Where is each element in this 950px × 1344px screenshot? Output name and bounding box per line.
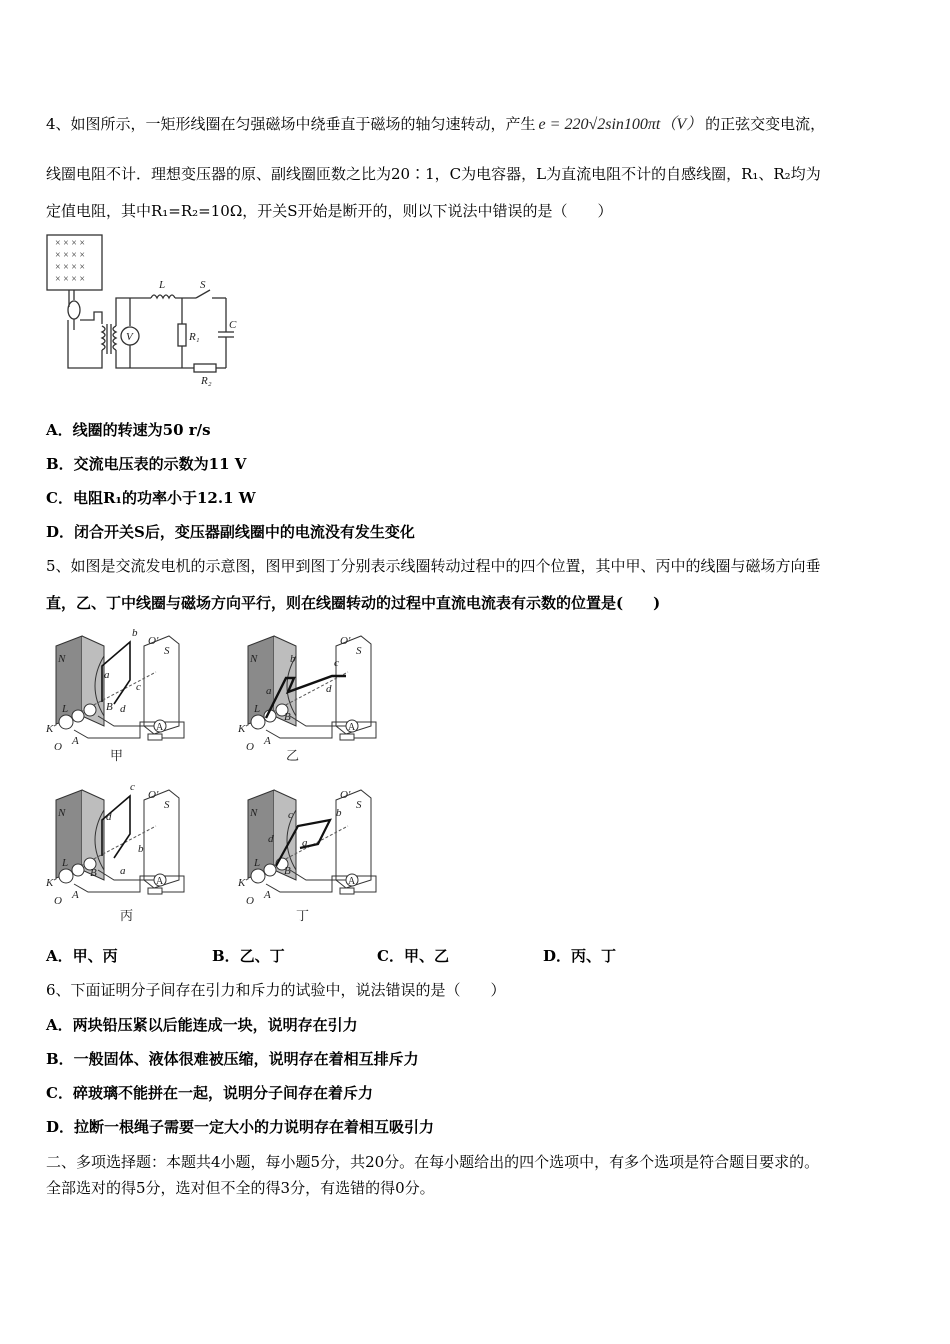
svg-text:A: A: [348, 722, 356, 733]
svg-text:L: L: [62, 857, 69, 869]
svg-text:K: K: [238, 877, 246, 889]
svg-text:K: K: [46, 877, 54, 889]
svg-text:B: B: [90, 867, 97, 879]
svg-text:c: c: [288, 809, 293, 821]
q4-stem-line2: 线圈电阻不计．理想变压器的原、副线圈匝数之比为20∶1，C为电容器，L为直流电阻不计的自感线圈，R₁、R₂均为: [46, 165, 821, 183]
svg-text:b: b: [138, 843, 144, 855]
caption-yi: 乙: [286, 748, 300, 763]
svg-text:O: O: [246, 741, 254, 753]
svg-text:c: c: [130, 781, 135, 793]
q6-option-d: D．拉断一根绳子需要一定大小的力说明存在着相互吸引力: [46, 1118, 435, 1136]
svg-text:O: O: [246, 895, 254, 907]
switch-s: [196, 290, 210, 298]
label-R1: R₁: [189, 331, 200, 343]
svg-text:N: N: [250, 807, 258, 819]
svg-text:a: a: [104, 669, 110, 681]
caption-ding: 丁: [296, 908, 310, 923]
q4-circuit-figure: [44, 232, 254, 392]
svg-text:S: S: [356, 645, 362, 657]
svg-text:S: S: [356, 799, 362, 811]
svg-text:A: A: [72, 889, 79, 901]
q5-stem-line2: 直，乙、丁中线圈与磁场方向平行，则在线圈转动的过程中直流电流表有示数的位置是( ): [46, 594, 661, 612]
svg-text:d: d: [106, 811, 112, 823]
svg-text:K: K: [46, 723, 54, 735]
q4-stem-line3: 定值电阻，其中R₁=R₂=10Ω，开关S开始是断开的，则以下说法中错误的是（ ）: [46, 202, 613, 220]
svg-text:A: A: [264, 735, 271, 747]
caption-jia: 甲: [110, 748, 124, 763]
svg-text:S: S: [164, 799, 170, 811]
resistor-r2: [194, 364, 216, 372]
svg-text:A: A: [156, 876, 164, 887]
label-S: S: [200, 279, 206, 291]
label-L: L: [159, 279, 166, 291]
svg-text:c: c: [136, 681, 141, 693]
svg-text:b: b: [290, 653, 296, 665]
svg-text:b: b: [336, 807, 342, 819]
svg-text:a: a: [266, 685, 272, 697]
svg-text:N: N: [58, 807, 66, 819]
label-C: C: [229, 319, 237, 331]
svg-text:S: S: [164, 645, 170, 657]
q5-option-b: B．乙、丁: [212, 947, 285, 965]
svg-text:L: L: [254, 857, 261, 869]
svg-text:O: O: [54, 741, 62, 753]
svg-text:× × × ×: × × × ×: [55, 274, 86, 285]
q4-option-c: C．电阻R₁的功率小于12.1 W: [46, 489, 256, 507]
svg-text:O': O': [148, 789, 159, 801]
q6-option-a: A．两块铅压紧以后能连成一块，说明存在引力: [46, 1016, 358, 1034]
svg-text:B: B: [284, 865, 291, 877]
svg-text:A: A: [348, 876, 356, 887]
svg-text:N: N: [58, 653, 66, 665]
q5-option-a: A．甲、丙: [46, 947, 118, 965]
svg-text:c: c: [334, 657, 339, 669]
svg-text:K: K: [238, 723, 246, 735]
svg-text:O': O': [340, 789, 351, 801]
q6-option-b: B．一般固体、液体很难被压缩，说明存在着相互排斥力: [46, 1050, 419, 1068]
svg-text:L: L: [62, 703, 69, 715]
svg-text:O': O': [340, 635, 351, 647]
svg-text:a: a: [120, 865, 126, 877]
q4-formula: e = 220√2sin100πt（V）: [538, 116, 703, 133]
label-R2: R₂: [201, 375, 212, 387]
section2-line1: 二、多项选择题：本题共4小题，每小题5分，共20分。在每小题给出的四个选项中，有多个选项是符合题目要求的。: [46, 1153, 820, 1171]
q4-option-a: A．线圈的转速为50 r/s: [46, 421, 211, 439]
svg-text:b: b: [132, 627, 138, 639]
svg-text:× × × ×: × × × ×: [55, 238, 86, 249]
svg-text:× × × ×: × × × ×: [55, 250, 86, 261]
svg-text:B: B: [284, 711, 291, 723]
q4-option-b: B．交流电压表的示数为11 V: [46, 455, 247, 473]
svg-text:× × × ×: × × × ×: [55, 262, 86, 273]
q4-stem-line1: [46, 113, 825, 136]
q5-stem-line1: 5、如图是交流发电机的示意图，图甲到图丁分别表示线圈转动过程中的四个位置，其中甲、丙中的线圈与磁场方向垂: [46, 557, 821, 575]
q4-stem-prefix: 4、如图所示，一矩形线圈在匀强磁场中绕垂直于磁场的轴匀速转动，产生: [46, 115, 536, 133]
svg-text:d: d: [120, 703, 126, 715]
q5-option-d: D．丙、丁: [543, 947, 617, 965]
q5-option-c: C．甲、乙: [377, 947, 449, 965]
svg-text:A: A: [264, 889, 271, 901]
svg-text:O: O: [54, 895, 62, 907]
q5-generator-figures: [40, 620, 400, 928]
svg-text:d: d: [268, 833, 274, 845]
svg-text:A: A: [156, 722, 164, 733]
label-V: V: [126, 331, 133, 343]
svg-text:L: L: [254, 703, 261, 715]
svg-text:d: d: [326, 683, 332, 695]
svg-text:a: a: [302, 837, 308, 849]
section2-line2: 全部选对的得5分，选对但不全的得3分，有选错的得0分。: [46, 1179, 435, 1197]
svg-text:O': O': [148, 635, 159, 647]
resistor-r1: [178, 324, 186, 346]
q6-option-c: C．碎玻璃不能拼在一起，说明分子间存在着斥力: [46, 1084, 373, 1102]
caption-bing: 丙: [120, 908, 134, 923]
q4-option-d: D．闭合开关S后，变压器副线圈中的电流没有发生变化: [46, 523, 415, 541]
svg-text:A: A: [72, 735, 79, 747]
q4-stem-suffix: 的正弦交变电流，: [705, 115, 826, 133]
svg-text:B: B: [106, 701, 113, 713]
svg-text:N: N: [250, 653, 258, 665]
q6-stem: 6、下面证明分子间存在引力和斥力的试验中，说法错误的是（ ）: [46, 981, 506, 999]
